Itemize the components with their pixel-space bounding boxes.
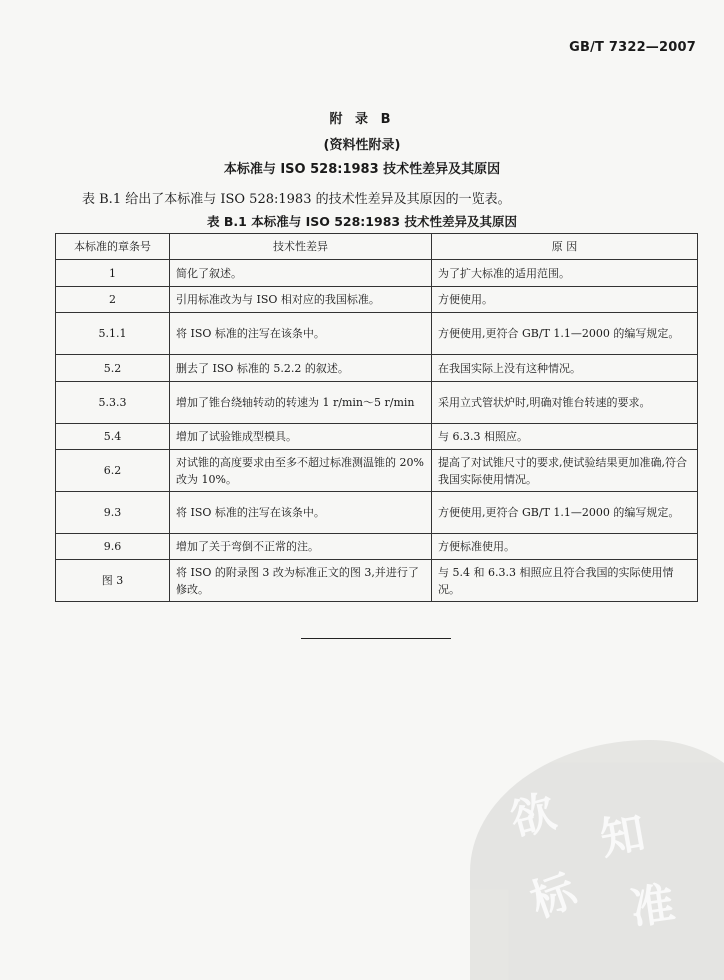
difference-cell: 将 ISO 的附录图 3 改为标准正文的图 3,并进行了修改。	[170, 560, 432, 602]
reason-cell: 提高了对试锥尺寸的要求,使试验结果更加准确,符合我国实际使用情况。	[432, 450, 698, 492]
header-clause: 本标准的章条号	[56, 234, 170, 260]
header-difference: 技术性差异	[170, 234, 432, 260]
clause-cell: 9.3	[56, 492, 170, 534]
clause-cell: 1	[56, 260, 170, 287]
annex-label: 附 录 B	[329, 112, 395, 127]
standard-code: GB/T 7322—2007	[569, 40, 696, 55]
clause-cell: 6.2	[56, 450, 170, 492]
table-row	[56, 355, 698, 382]
difference-cell: 将 ISO 标准的注写在该条中。	[170, 313, 432, 355]
table-row	[56, 492, 698, 534]
table-row	[56, 534, 698, 560]
reason-cell: 为了扩大标准的适用范围。	[432, 260, 698, 287]
reason-cell: 方便标准使用。	[432, 534, 698, 560]
table-row	[56, 260, 698, 287]
header-reason: 原 因	[432, 234, 698, 260]
table-row	[56, 560, 698, 602]
difference-cell: 增加了锥台绕轴转动的转速为 1 r/min～5 r/min	[170, 382, 432, 424]
clause-cell: 图 3	[56, 560, 170, 602]
clause-cell: 5.2	[56, 355, 170, 382]
seal-glyph: 准	[627, 878, 678, 935]
clause-cell: 5.1.1	[56, 313, 170, 355]
clause-cell: 5.3.3	[56, 382, 170, 424]
watermark-seal	[470, 740, 724, 980]
difference-cell: 删去了 ISO 标准的 5.2.2 的叙述。	[170, 355, 432, 382]
difference-cell: 将 ISO 标准的注写在该条中。	[170, 492, 432, 534]
end-rule	[301, 638, 451, 639]
reason-cell: 方便使用,更符合 GB/T 1.1—2000 的编写规定。	[432, 313, 698, 355]
clause-cell: 5.4	[56, 424, 170, 450]
reason-cell: 方便使用。	[432, 287, 698, 313]
annex-type: (资料性附录)	[323, 138, 401, 153]
seal-glyph: 欲	[505, 786, 562, 847]
table-row	[56, 287, 698, 313]
difference-cell: 引用标准改为与 ISO 相对应的我国标准。	[170, 287, 432, 313]
clause-cell: 9.6	[56, 534, 170, 560]
reason-cell: 方便使用,更符合 GB/T 1.1—2000 的编写规定。	[432, 492, 698, 534]
difference-cell: 增加了试验锥成型模具。	[170, 424, 432, 450]
clause-cell: 2	[56, 287, 170, 313]
difference-cell: 简化了叙述。	[170, 260, 432, 287]
annex-title: 本标准与 ISO 528:1983 技术性差异及其原因	[223, 162, 501, 177]
seal-glyph: 标	[524, 864, 583, 928]
table-row	[56, 450, 698, 492]
table-header-row	[56, 234, 698, 260]
difference-cell: 增加了关于弯倒不正常的注。	[170, 534, 432, 560]
difference-cell: 对试锥的高度要求由至多不超过标准测温锥的 20%改为 10%。	[170, 450, 432, 492]
seal-glyph: 知	[596, 807, 649, 866]
table-row	[56, 424, 698, 450]
reason-cell: 在我国实际上没有这种情况。	[432, 355, 698, 382]
table-row	[56, 382, 698, 424]
reason-cell: 与 5.4 和 6.3.3 相照应且符合我国的实际使用情况。	[432, 560, 698, 602]
intro-paragraph: 表 B.1 给出了本标准与 ISO 528:1983 的技术性差异及其原因的一览表。	[82, 192, 511, 207]
table-caption: 表 B.1 本标准与 ISO 528:1983 技术性差异及其原因	[207, 214, 517, 229]
reason-cell: 与 6.3.3 相照应。	[432, 424, 698, 450]
table-row	[56, 313, 698, 355]
reason-cell: 采用立式管状炉时,明确对锥台转速的要求。	[432, 382, 698, 424]
differences-table	[55, 233, 698, 602]
